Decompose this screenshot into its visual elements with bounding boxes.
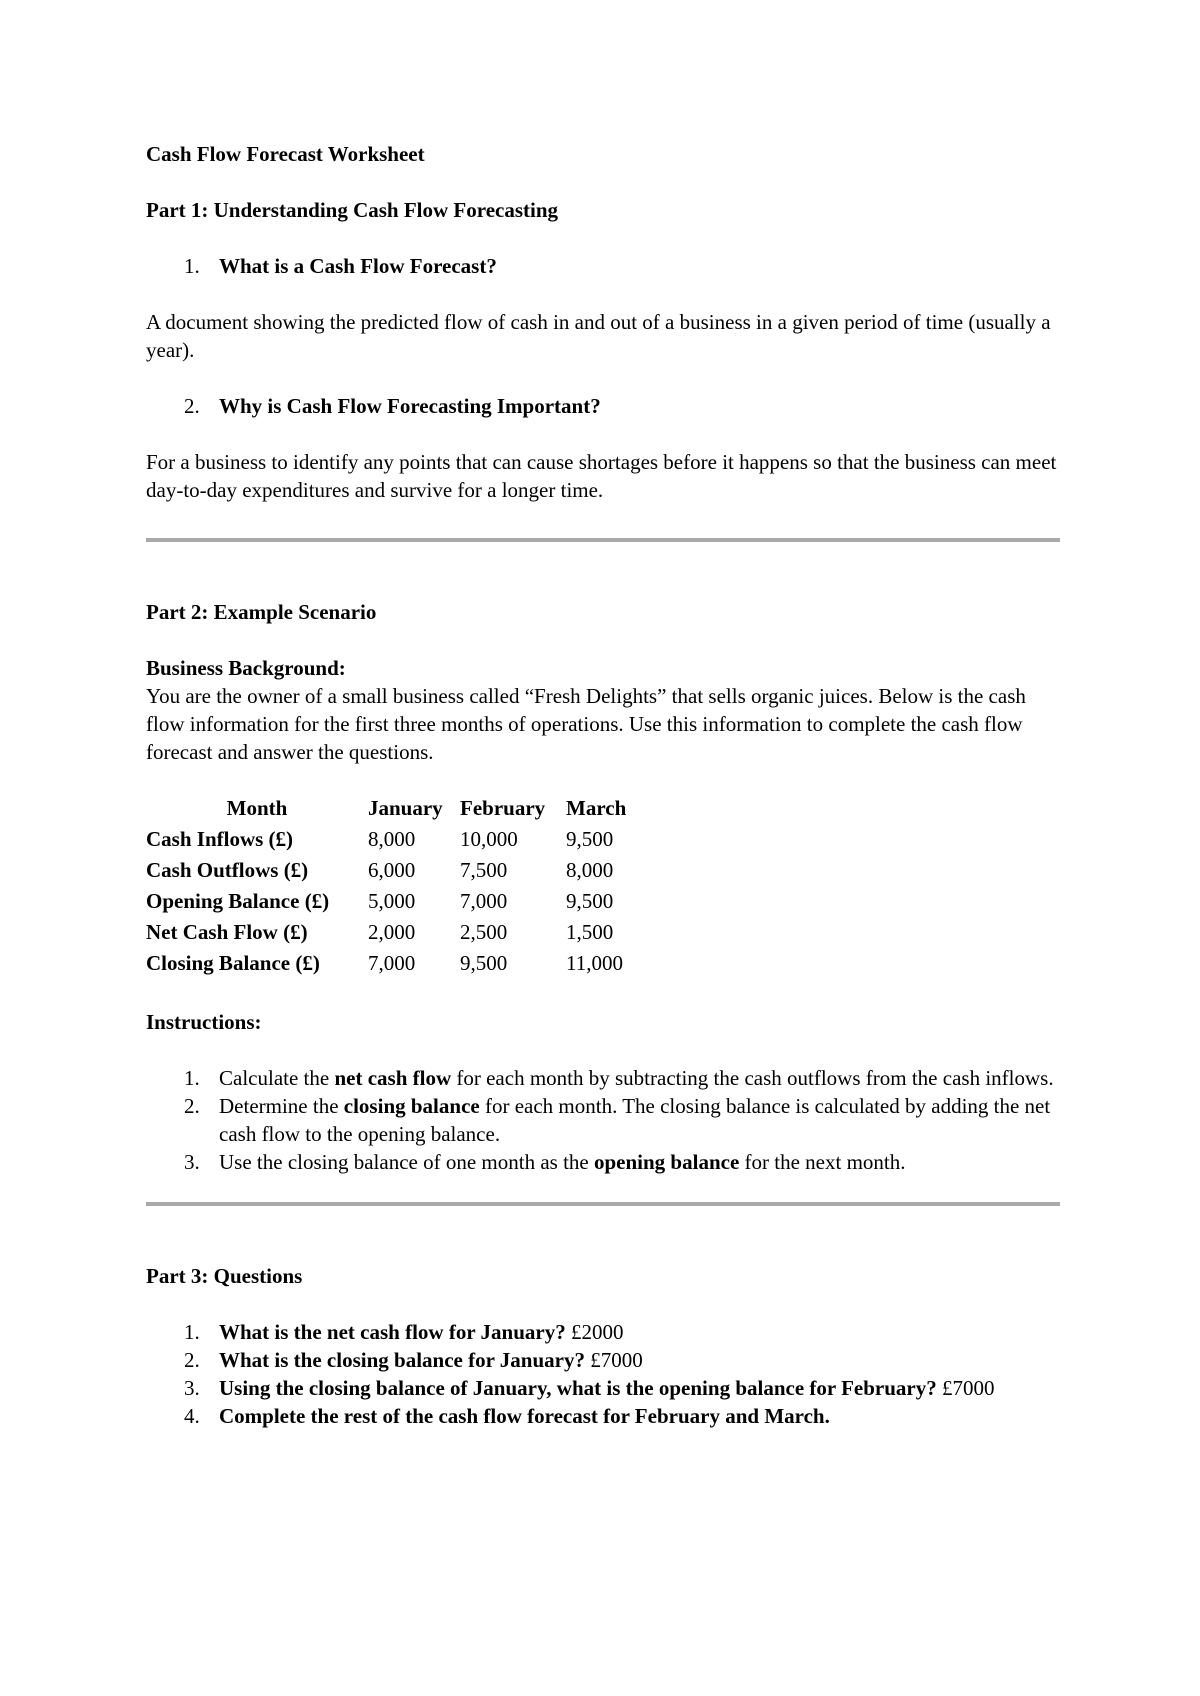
question-number: 1.	[184, 254, 200, 278]
part2-heading: Part 2: Example Scenario	[146, 600, 377, 624]
answer-1: A document showing the predicted flow of cash in and out of a business in a given period of time (usually a year).	[146, 310, 1051, 362]
cell-value: 7,000	[368, 951, 416, 975]
instruction-text: for each month. The closing balance is calculated by adding the net cash flow to the opening balance.	[219, 1094, 1051, 1146]
cell-value: 5,000	[368, 889, 416, 913]
table-header-row	[146, 794, 646, 825]
list-item	[146, 1148, 1066, 1176]
cell-value: 9,500	[566, 827, 614, 851]
instructions-label: Instructions:	[146, 1010, 262, 1034]
cell-value: 2,000	[368, 920, 416, 944]
question-text: Complete the rest of the cash flow forecast for February and March.	[219, 1404, 830, 1428]
cell-value: 7,000	[460, 889, 508, 913]
worksheet-page	[146, 140, 1066, 1458]
instruction-text: Calculate the	[219, 1066, 335, 1090]
question-text: What is a Cash Flow Forecast?	[219, 254, 497, 278]
cell-value: 1,500	[566, 920, 614, 944]
part1-question-1	[146, 252, 1066, 280]
header-february: February	[460, 796, 546, 820]
question-item	[146, 392, 1066, 420]
header-march: March	[566, 796, 627, 820]
table-row	[146, 825, 646, 856]
row-label: Net Cash Flow (£)	[146, 920, 308, 944]
cell-value: 9,500	[566, 889, 614, 913]
list-item	[146, 1318, 1066, 1346]
instruction-bold-term: opening balance	[593, 1150, 740, 1174]
header-january: January	[368, 796, 443, 820]
table-row	[146, 856, 646, 887]
table-row	[146, 918, 646, 949]
question-answer: £7000	[584, 1348, 643, 1372]
instructions-list	[146, 1064, 1066, 1176]
cell-value: 8,000	[368, 827, 416, 851]
cell-value: 9,500	[460, 951, 508, 975]
table-row	[146, 887, 646, 918]
list-item	[146, 1374, 1066, 1402]
list-number: 3.	[184, 1150, 200, 1174]
question-number: 2.	[184, 394, 200, 418]
question-text: Why is Cash Flow Forecasting Important?	[219, 394, 601, 418]
question-answer: £7000	[936, 1376, 995, 1400]
business-background-text: You are the owner of a small business called “Fresh Delights” that sells organic juices. Below is the cash flow information for the first three months of operations. Use this information to complete the cash flow forecast and answer the questions.	[146, 684, 1026, 764]
list-item	[146, 1064, 1066, 1092]
part1-heading: Part 1: Understanding Cash Flow Forecasting	[146, 198, 559, 222]
section-divider	[146, 1202, 1060, 1206]
question-text: What is the net cash flow for January?	[219, 1320, 566, 1344]
row-label: Cash Inflows (£)	[146, 827, 294, 851]
section-divider	[146, 538, 1060, 542]
part3-heading: Part 3: Questions	[146, 1264, 303, 1288]
instruction-text: Determine the	[219, 1094, 344, 1118]
cell-value: 2,500	[460, 920, 508, 944]
question-answer: £2000	[565, 1320, 624, 1344]
list-item	[146, 1402, 1066, 1430]
business-background-label: Business Background:	[146, 656, 346, 680]
list-number: 1.	[184, 1066, 200, 1090]
instruction-text: for the next month.	[739, 1150, 906, 1174]
list-number: 1.	[184, 1320, 200, 1344]
question-item	[146, 252, 1066, 280]
cell-value: 7,500	[460, 858, 508, 882]
answer-2: For a business to identify any points that can cause shortages before it happens so that the business can meet day-to-day expenditures and survive for a longer time.	[146, 450, 1057, 502]
instruction-text: Use the closing balance of one month as the	[219, 1150, 594, 1174]
part3-questions-list	[146, 1318, 1066, 1430]
list-number: 2.	[184, 1094, 200, 1118]
question-text: Using the closing balance of January, what is the opening balance for February?	[219, 1376, 937, 1400]
cell-value: 11,000	[566, 951, 623, 975]
cell-value: 8,000	[566, 858, 614, 882]
cell-value: 10,000	[460, 827, 518, 851]
header-month: Month	[226, 796, 288, 820]
question-text: What is the closing balance for January?	[219, 1348, 585, 1372]
table-row	[146, 949, 646, 980]
row-label: Closing Balance (£)	[146, 951, 320, 975]
cell-value: 6,000	[368, 858, 416, 882]
list-number: 3.	[184, 1376, 200, 1400]
list-number: 2.	[184, 1348, 200, 1372]
part1-question-2	[146, 392, 1066, 420]
instruction-bold-term: closing balance	[343, 1094, 480, 1118]
list-item	[146, 1346, 1066, 1374]
instruction-text: for each month by subtracting the cash outflows from the cash inflows.	[451, 1066, 1054, 1090]
instruction-bold-term: net cash flow	[334, 1066, 452, 1090]
row-label: Opening Balance (£)	[146, 889, 330, 913]
list-item	[146, 1092, 1066, 1148]
row-label: Cash Outflows (£)	[146, 858, 309, 882]
cash-flow-table	[146, 794, 646, 980]
document-title: Cash Flow Forecast Worksheet	[146, 142, 425, 166]
list-number: 4.	[184, 1404, 200, 1428]
